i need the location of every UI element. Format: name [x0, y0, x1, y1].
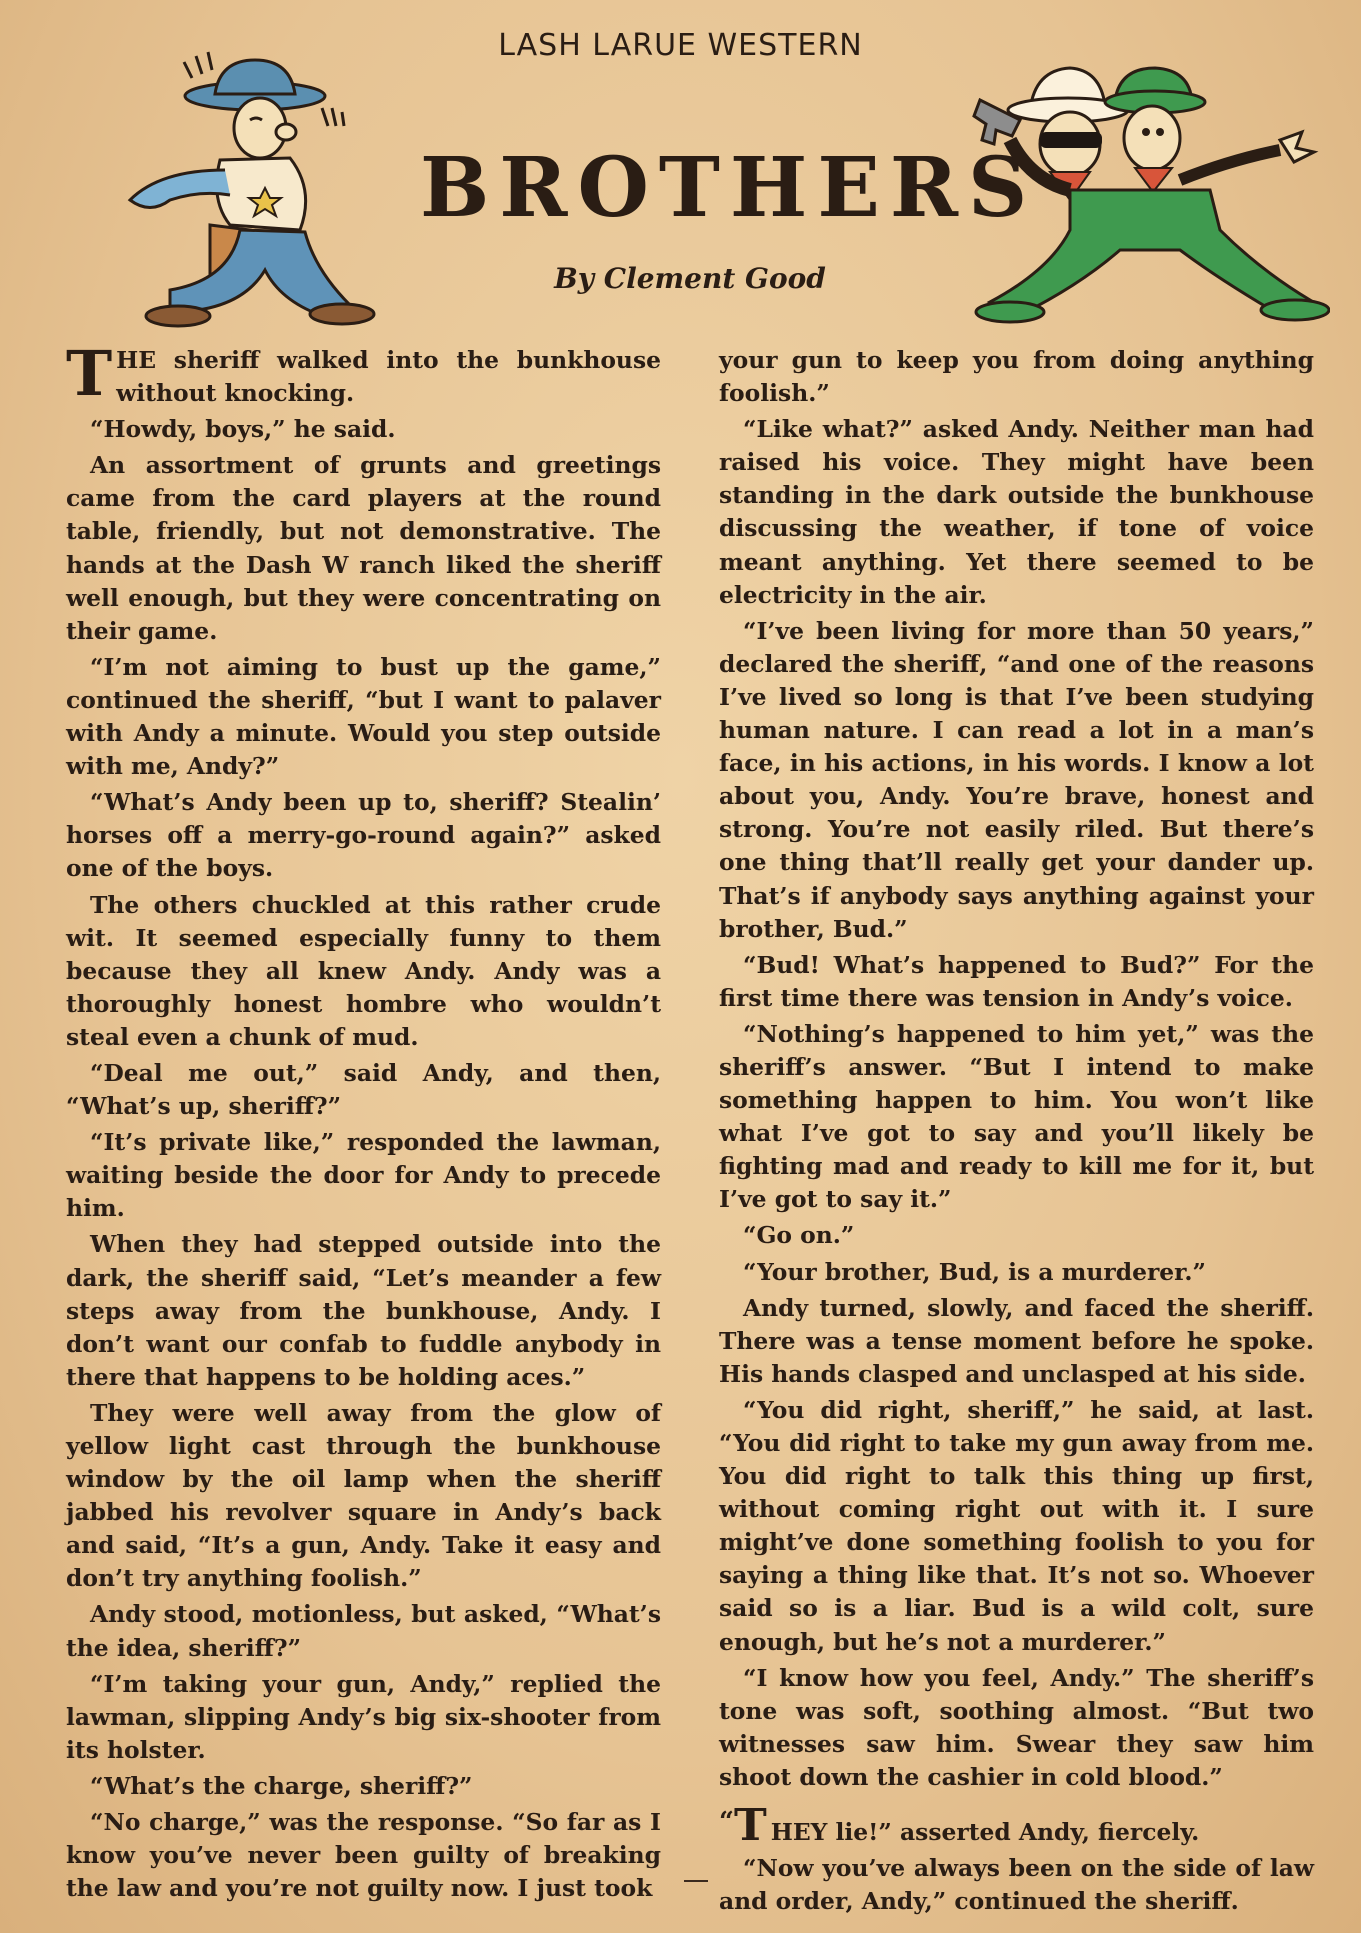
story-byline: By Clement Good	[554, 262, 826, 295]
paragraph: “Bud! What’s happened to Bud?” For the first time there was tension in Andy’s voice.	[719, 950, 1314, 1012]
story-title: BROTHERS	[420, 140, 1038, 236]
right-column	[719, 344, 1314, 1921]
open-quote: “	[719, 1807, 734, 1838]
paragraph: THE sheriff walked into the bunkhouse without knocking.	[66, 337, 661, 410]
paragraph: “T HEY lie!” asserted Andy, fiercely.	[719, 1800, 1200, 1852]
paragraph: “Go on.”	[743, 1221, 855, 1250]
paragraph: “Like what?” asked Andy. Neither man had raised his voice. They might have been standing in the dark outside the bunkhouse discussing the weather, if tone of voice meant anything. Yet there seemed to be electricity in the air.	[719, 415, 1314, 609]
paragraph: “What’s Andy been up to, sheriff? Stealin’ horses off a merry-go-round again?” asked one of the boys.	[66, 788, 661, 883]
paragraph: “Your brother, Bud, is a murderer.”	[743, 1257, 1206, 1286]
paragraph: The others chuckled at this rather crude wit. It seemed especially funny to them because they all knew Andy. Andy was a thoroughly honest hombre who wouldn’t steal even a chunk of mud.	[66, 890, 661, 1051]
paragraph: An assortment of grunts and greetings came from the card players at the round table, friendly, but not demonstrative. The hands at the Dash W ranch liked the sheriff well enough, but they were concentrating on their game.	[66, 451, 661, 645]
paragraph: When they had stepped outside into the dark, the sheriff said, “Let’s meander a few steps away from the bunkhouse, Andy. I don’t want our confab to fuddle anybody in there that happens to be holding aces.”	[66, 1230, 661, 1391]
paragraph: They were well away from the glow of yellow light cast through the bunkhouse window by the oil lamp when the sheriff jabbed his revolver square in Andy’s back and said, “It’s a gun, Andy. Take it easy and don’t try anything foolish.”	[66, 1398, 661, 1593]
paragraph: “What’s the charge, sheriff?”	[90, 1771, 473, 1800]
paragraph: your gun to keep you from doing anything foolish.”	[719, 346, 1314, 408]
paragraph: “Nothing’s happened to him yet,” was the sheriff’s answer. “But I intend to make something happen to him. You won’t like what I’ve got to say and you’ll likely be fighting mad and ready to kill me for it, but I’ve got to say it.”	[719, 1019, 1314, 1214]
drop-cap: T	[66, 337, 113, 410]
paragraph: “Howdy, boys,” he said.	[90, 415, 396, 444]
masked-outlaw-cartoon-icon	[950, 40, 1330, 340]
paragraph: “You did right, sheriff,” he said, at last. “You did right to take my gun away from me. You did right to talk this thing up first, without coming right out with it. I sure might’ve done something foolish to you for saying a thing like that. It’s not so. Whoever said so is a liar. Bud is a wild colt, sure enough, but he’s not a murderer.”	[719, 1395, 1314, 1656]
paragraph: “I’m not aiming to bust up the game,” continued the sheriff, “but I want to palaver with Andy a minute. Would you step outside with me, Andy?”	[66, 652, 661, 781]
paragraph: Andy stood, motionless, but asked, “What’s the idea, sheriff?”	[66, 1600, 661, 1662]
magazine-header: LASH LARUE WESTERN	[498, 28, 863, 63]
left-column	[66, 337, 661, 1908]
paragraph: “It’s private like,” responded the lawman, waiting beside the door for Andy to precede him.	[66, 1128, 661, 1223]
paragraph: “No charge,” was the response. “So far as I know you’ve never been guilty of breaking the law and you’re not guilty now. I just took	[66, 1808, 661, 1903]
paragraph: “I’m taking your gun, Andy,” replied the lawman, slipping Andy’s big six-shooter from its holster.	[66, 1669, 661, 1764]
paragraph: “Now you’ve always been on the side of law and order, Andy,” continued the sheriff.	[719, 1854, 1314, 1916]
paragraph: “I’ve been living for more than 50 years,” declared the sheriff, “and one of the reasons I’ve lived so long is that I’ve been studying human nature. I can read a lot in a man’s face, in his actions, in his words. I know a lot about you, Andy. You’re brave, honest and strong. You’re not easily riled. But there’s one thing that’ll really get your dander up. That’s if anybody says anything against your brother, Bud.”	[719, 616, 1314, 943]
paragraph: “Deal me out,” said Andy, and then, “What’s up, sheriff?”	[66, 1058, 661, 1121]
paragraph: Andy turned, slowly, and faced the sheriff. There was a tense moment before he spoke. His hands clasped and unclasped at his side.	[719, 1293, 1314, 1388]
divider	[684, 1880, 708, 1882]
paragraph: “I know how you feel, Andy.” The sheriff’s tone was soft, soothing almost. “But two witnesses saw him. Swear they saw him shoot down the cashier in cold blood.”	[719, 1663, 1314, 1791]
sheriff-cartoon-icon	[90, 50, 420, 340]
drop-cap: T	[733, 1800, 767, 1852]
